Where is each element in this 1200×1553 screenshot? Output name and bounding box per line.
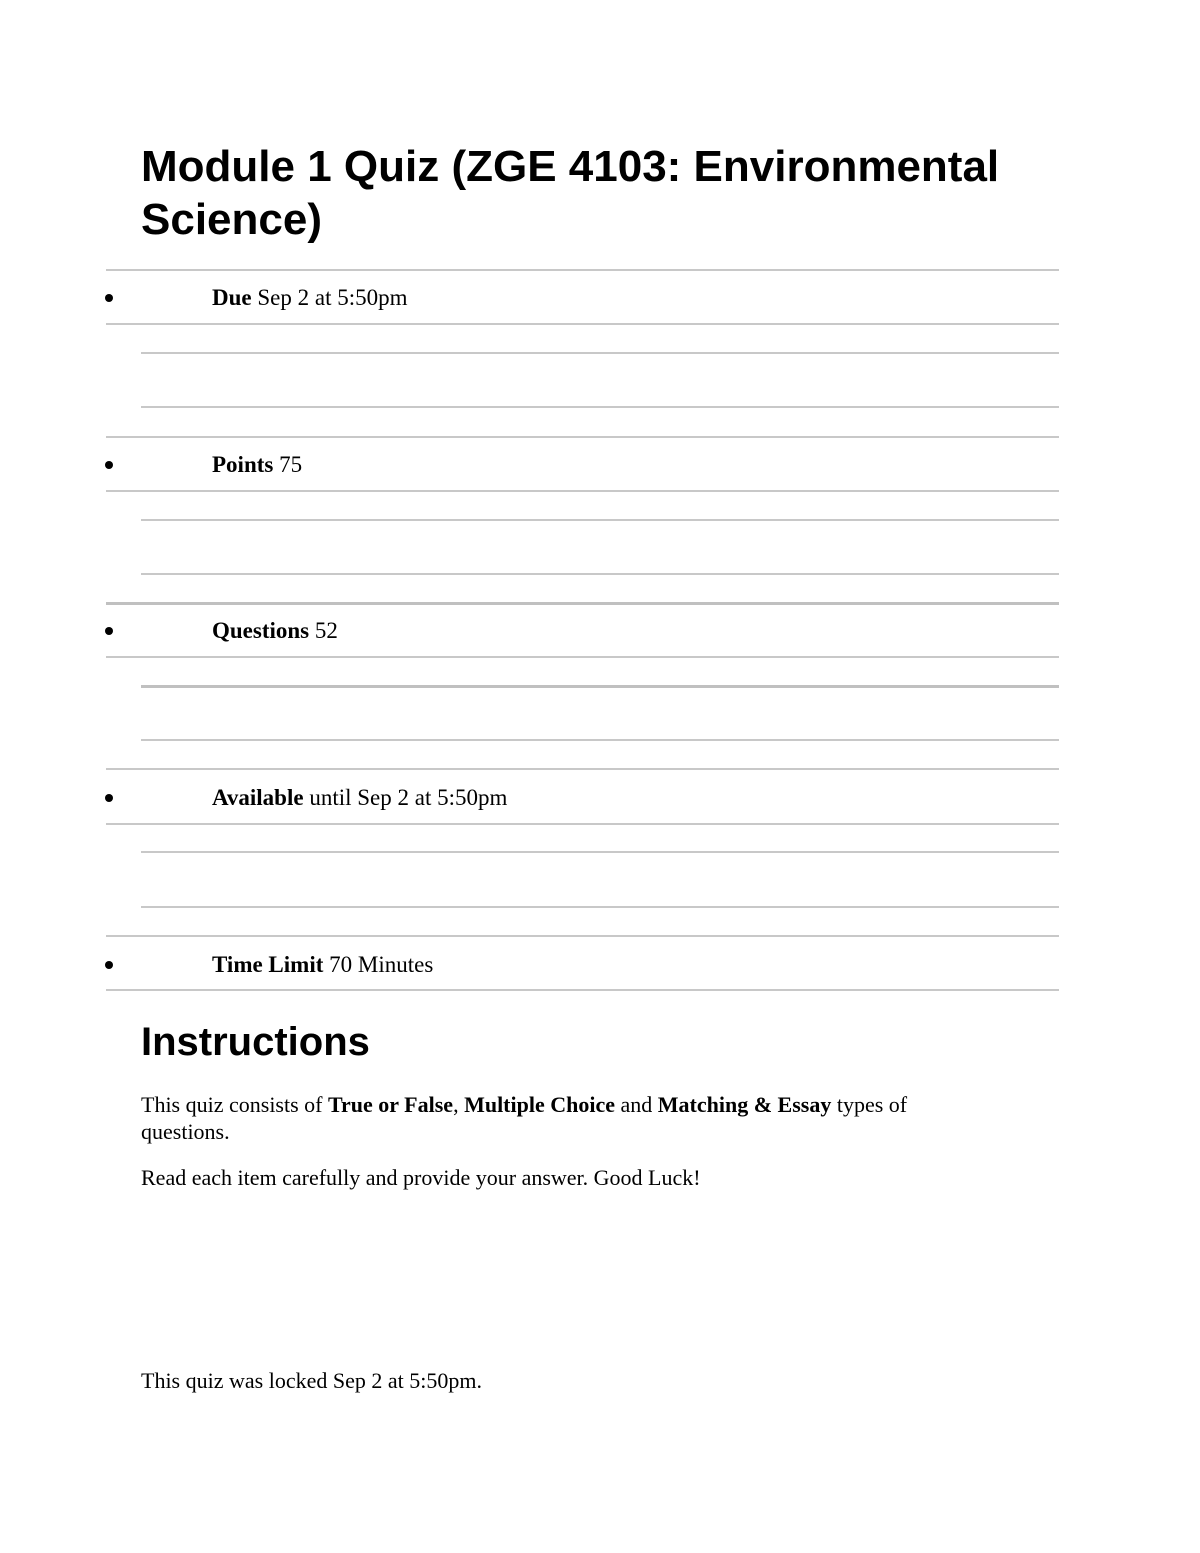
bullet-icon	[105, 961, 113, 969]
divider	[106, 436, 1059, 438]
divider	[106, 490, 1059, 492]
detail-value: 70 Minutes	[329, 952, 434, 977]
detail-available	[212, 784, 507, 812]
bullet-icon	[105, 294, 113, 302]
bullet-icon	[105, 627, 113, 635]
divider	[106, 935, 1059, 937]
instructions-text: types of questions.	[141, 1092, 908, 1144]
detail-value: Sep 2 at 5:50pm	[257, 285, 408, 310]
detail-points	[212, 451, 302, 479]
divider	[141, 406, 1059, 408]
question-type-matching-essay: Matching & Essay	[657, 1092, 832, 1117]
detail-due	[212, 284, 408, 312]
question-type-true-false: True or False	[328, 1092, 454, 1117]
detail-label: Time Limit	[212, 952, 324, 977]
divider	[106, 989, 1059, 991]
instructions-text: ,	[453, 1092, 465, 1117]
detail-value: 52	[314, 618, 338, 643]
divider	[106, 823, 1059, 825]
divider	[106, 269, 1059, 271]
divider	[106, 768, 1059, 770]
detail-label: Points	[212, 452, 274, 477]
divider	[141, 352, 1059, 354]
bullet-icon	[105, 794, 113, 802]
divider	[106, 656, 1059, 658]
instructions-text: This quiz consists of	[141, 1092, 328, 1117]
instructions-reminder: Read each item carefully and provide your answer. Good Luck!	[141, 1165, 701, 1190]
detail-value: 75	[279, 452, 303, 477]
detail-time-limit	[212, 951, 433, 979]
detail-label: Available	[212, 785, 304, 810]
instructions-paragraph	[141, 1091, 1001, 1145]
divider	[141, 685, 1059, 688]
divider	[141, 851, 1059, 853]
page-title: Module 1 Quiz (ZGE 4103: Environmental Science)	[141, 142, 1000, 244]
divider	[141, 906, 1059, 908]
detail-label: Due	[212, 285, 252, 310]
lock-notice: This quiz was locked Sep 2 at 5:50pm.	[141, 1368, 482, 1393]
question-type-multiple-choice: Multiple Choice	[464, 1092, 615, 1117]
instructions-heading: Instructions	[141, 1020, 370, 1064]
divider	[141, 739, 1059, 741]
divider	[141, 519, 1059, 521]
detail-value: until Sep 2 at 5:50pm	[309, 785, 508, 810]
bullet-icon	[105, 461, 113, 469]
detail-questions	[212, 617, 338, 645]
detail-label: Questions	[212, 618, 310, 643]
divider	[106, 602, 1059, 605]
divider	[141, 573, 1059, 575]
divider	[106, 323, 1059, 325]
instructions-text: and	[615, 1092, 658, 1117]
